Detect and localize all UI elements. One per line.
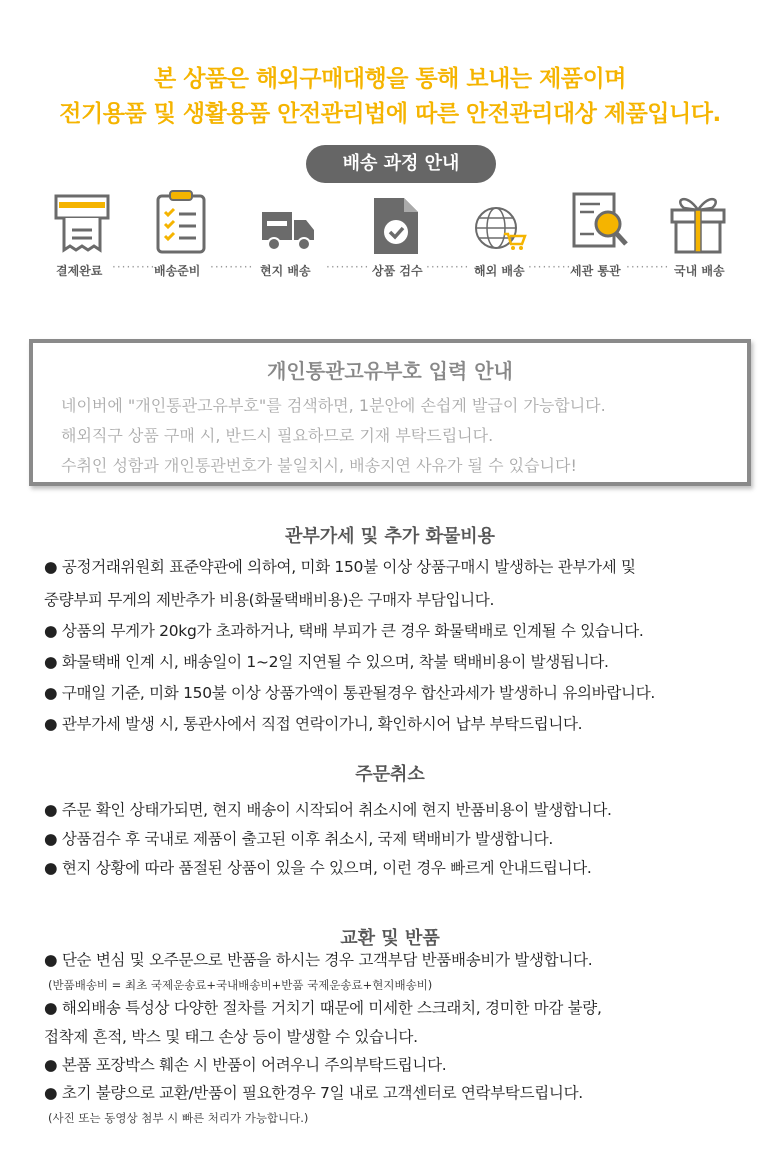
exchange-line: ● 본품 포장박스 훼손 시 반품이 어려우니 주의부탁드립니다.	[44, 1056, 447, 1074]
customs-line: ● 공정거래위원회 표준약관에 의하여, 미화 150불 이상 상품구매시 발생하는 관부가세 및	[44, 558, 636, 576]
step-label-local-delivery: 현지 배송	[260, 264, 311, 278]
headline-line-1: 본 상품은 해외구매대행을 통해 보내는 제품이며	[154, 66, 626, 92]
exchange-line: 접착제 흔적, 박스 및 태그 손상 등이 발생할 수 있습니다.	[44, 1028, 418, 1046]
cancel-line: ● 상품검수 후 국내로 제품이 출고된 이후 취소시, 국제 택배비가 발생합니다.	[44, 830, 553, 848]
customs-line: ● 구매일 기준, 미화 150불 이상 상품가액이 통관될경우 합산과세가 발생하니 유의바랍니다.	[44, 684, 655, 702]
step-connector: ·········	[426, 260, 470, 274]
step-connector: ·········	[326, 260, 370, 274]
exchange-line: ● 단순 변심 및 오주문으로 반품을 하시는 경우 고객부담 반품배송비가 발생합니다.	[44, 951, 593, 969]
exchange-line: ● 해외배송 특성상 다양한 절차를 거치기 때문에 미세한 스크래치, 경미한 마감 불량,	[44, 999, 602, 1017]
step-connector: ·········	[112, 260, 156, 274]
notice-title: 개인통관고유부호 입력 안내	[267, 359, 513, 383]
exchange-line: ● 초기 불량으로 교환/반품이 필요한경우 7일 내로 고객센터로 연락부탁드립니다.	[44, 1084, 583, 1102]
exchange-note: (반품배송비 = 최초 국제운송료+국내배송비+반품 국제운송료+현지배송비)	[48, 978, 433, 992]
receipt-icon	[52, 188, 112, 256]
step-label-inspection: 상품 검수	[372, 264, 423, 278]
customs-section-title: 관부가세 및 추가 화물비용	[284, 526, 496, 547]
magnifier-document-icon	[570, 188, 630, 256]
truck-icon	[258, 188, 318, 256]
document-check-icon	[366, 188, 426, 256]
cancel-section-title: 주문취소	[355, 764, 425, 785]
exchange-section-title: 교환 및 반품	[340, 928, 440, 949]
customs-line: ● 관부가세 발생 시, 통관사에서 직접 연락이가니, 확인하시어 납부 부탁드립니다.	[44, 715, 583, 733]
step-connector: ·········	[528, 260, 572, 274]
customs-line: ● 화물택배 인계 시, 배송일이 1~2일 지연될 수 있으며, 착불 택배비용이 발생됩니다.	[44, 653, 609, 671]
process-title-badge: 배송 과정 안내	[306, 145, 496, 183]
step-label-overseas-shipping: 해외 배송	[474, 264, 525, 278]
step-label-domestic-delivery: 국내 배송	[674, 264, 725, 278]
cancel-line: ● 현지 상황에 따라 품절된 상품이 있을 수 있으며, 이런 경우 빠르게 안내드립니다.	[44, 859, 592, 877]
customs-code-notice-box	[29, 339, 751, 486]
exchange-note: (사진 또는 동영상 첨부 시 빠른 처리가 가능합니다.)	[48, 1111, 309, 1125]
customs-line: 중량부피 무게의 제반추가 비용(화물택배비용)은 구매자 부담입니다.	[44, 591, 495, 609]
checklist-clipboard-icon	[152, 188, 212, 256]
step-label-customs: 세관 통관	[570, 264, 621, 278]
step-label-preparing: 배송준비	[154, 264, 201, 278]
headline-line-2: 전기용품 및 생활용품 안전관리법에 따른 안전관리대상 제품입니다.	[59, 101, 721, 127]
step-connector: ·········	[626, 260, 670, 274]
step-connector: ·········	[210, 260, 254, 274]
notice-line: 해외직구 상품 구매 시, 반드시 필요하므로 기재 부탁드립니다.	[61, 426, 494, 445]
step-label-payment: 결제완료	[56, 264, 103, 278]
cancel-line: ● 주문 확인 상태가되면, 현지 배송이 시작되어 취소시에 현지 반품비용이 발생합니다.	[44, 801, 612, 819]
shipping-process-steps	[40, 188, 760, 288]
gift-box-icon	[668, 188, 728, 256]
notice-line: 네이버에 "개인통관고유부호"를 검색하면, 1분안에 손쉽게 발급이 가능합니다.	[61, 396, 606, 415]
globe-cart-icon	[468, 188, 528, 256]
notice-line: 수취인 성함과 개인통관번호가 불일치시, 배송지연 사유가 될 수 있습니다!	[61, 456, 577, 475]
customs-line: ● 상품의 무게가 20kg가 초과하거나, 택배 부피가 큰 경우 화물택배로 인계될 수 있습니다.	[44, 622, 644, 640]
